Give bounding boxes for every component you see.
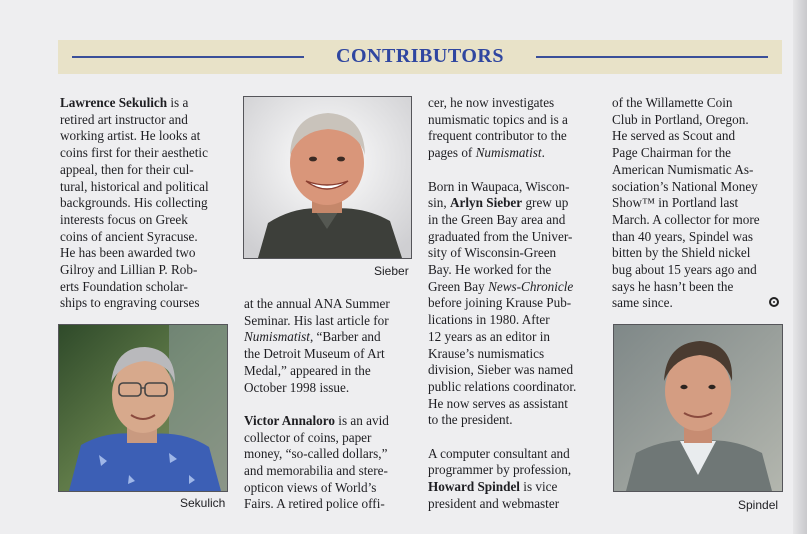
text-line: erts Foundation scholar-	[60, 278, 188, 294]
bio-sekulich-part1	[60, 95, 235, 312]
text-line: sin,	[428, 195, 450, 211]
text-line: bug about 15 years ago and	[612, 262, 757, 278]
text-line: tural, historical and political	[60, 178, 209, 194]
newspaper-title: News-Chronicle	[488, 278, 574, 294]
text-line: coins first for their aesthetic	[60, 145, 208, 161]
magazine-title: Numismatist	[244, 329, 310, 345]
contributor-name-annaloro: Victor Annaloro	[244, 412, 335, 428]
text-line: frequent contributor to the	[428, 128, 567, 144]
text-line: same since.	[612, 295, 673, 311]
text-line: October 1998 issue.	[244, 379, 350, 395]
text-line: A computer consultant and	[428, 445, 570, 461]
text-line: money, “so-called dollars,”	[244, 446, 388, 462]
portrait-sieber-image	[244, 97, 411, 258]
text-line: 12 years as an editor in	[428, 328, 550, 344]
text-line: than 40 years, Spindel was	[612, 228, 754, 244]
column-4	[612, 95, 780, 312]
caption-spindel: Spindel	[738, 498, 779, 512]
caption-sieber: Sieber	[374, 264, 409, 278]
text-line: is an avid	[334, 412, 389, 428]
text-line: sity of Wisconsin-Green	[428, 245, 557, 261]
portrait-sekulich-image	[59, 325, 227, 491]
text-line: coins of ancient Syracuse.	[60, 228, 198, 244]
photo-spindel	[613, 324, 783, 492]
text-line: sociation’s National Money	[612, 178, 758, 194]
text-line: public relations coordinator.	[428, 378, 577, 394]
text-line: grew up	[522, 195, 569, 211]
text-line: division, Sieber was named	[428, 362, 574, 378]
text-line: Green Bay	[428, 278, 489, 294]
text-line: Krause’s numismatics	[428, 345, 545, 361]
text-line: cer, he now investigates	[428, 95, 555, 110]
text-line: Fairs. A retired police offi-	[244, 496, 385, 512]
end-mark-icon	[769, 297, 779, 307]
text-line: collector of coins, paper	[244, 429, 372, 445]
text-line: at the annual ANA Summer	[244, 296, 390, 311]
header-rule-right	[536, 56, 768, 58]
text-line: ships to engraving courses	[60, 295, 200, 311]
text-line: programmer by profession,	[428, 462, 572, 478]
text-line: , “Barber and	[309, 329, 381, 345]
page-edge	[793, 0, 807, 534]
bio-annaloro-part1	[244, 413, 419, 513]
contributor-name-sekulich: Lawrence Sekulich	[60, 95, 168, 110]
text-line: Gilroy and Lillian P. Rob-	[60, 262, 198, 278]
column-1	[60, 95, 235, 312]
contributor-name-sieber: Arlyn Sieber	[449, 195, 523, 211]
section-title: CONTRIBUTORS	[336, 45, 504, 67]
bio-annaloro-part2	[428, 95, 606, 162]
bio-spindel-part2	[612, 95, 780, 312]
text-line: American Numismatic As-	[612, 161, 754, 177]
text-line: says he hasn’t been the	[612, 278, 734, 294]
bio-spindel-part1	[428, 446, 606, 513]
text-line: pages of	[428, 145, 476, 161]
photo-sekulich	[58, 324, 228, 492]
text-line: numismatic topics and is a	[428, 111, 568, 127]
text-line: He served as Scout and	[612, 128, 736, 144]
text-line: president and webmaster	[428, 495, 560, 511]
text-line: Club in Portland, Oregon.	[612, 111, 749, 127]
section-header	[58, 40, 782, 74]
text-line: is vice	[519, 479, 558, 495]
text-line: interests focus on Greek	[60, 211, 188, 227]
text-line: lications in 1980. After	[428, 312, 550, 328]
text-line: bitten by the Shield nickel	[612, 245, 751, 261]
text-line: Bay. He worked for the	[428, 262, 552, 278]
text-line: Show™ in Portland last	[612, 195, 739, 211]
text-line: and memorabilia and stere-	[244, 463, 388, 479]
text-line: Page Chairman for the	[612, 145, 732, 161]
photo-sieber	[243, 96, 412, 259]
text-line: Born in Waupaca, Wiscon-	[428, 178, 570, 194]
portrait-spindel-image	[614, 325, 782, 491]
text-line: in the Green Bay area and	[428, 211, 566, 227]
text-line: Medal,” appeared in the	[244, 362, 371, 378]
text-line: He has been awarded two	[60, 245, 196, 261]
text-line: of the Willamette Coin	[612, 95, 733, 110]
text-line: working artist. He looks at	[60, 128, 201, 144]
text-line: is a	[167, 95, 189, 110]
text-line: retired art instructor and	[60, 111, 188, 127]
header-rule-left	[72, 56, 304, 58]
text-line: before joining Krause Pub-	[428, 295, 572, 311]
contributor-name-spindel: Howard Spindel	[428, 479, 520, 495]
text-line: .	[541, 145, 545, 161]
column-2	[244, 296, 419, 513]
bio-sekulich-part2	[244, 296, 419, 396]
text-line: Seminar. His last article for	[244, 312, 389, 328]
text-line: graduated from the Univer-	[428, 228, 573, 244]
caption-sekulich: Sekulich	[180, 496, 226, 510]
bio-sieber	[428, 179, 606, 430]
text-line: the Detroit Museum of Art	[244, 346, 385, 362]
text-line: He now serves as assistant	[428, 395, 568, 411]
text-line: March. A collector for more	[612, 211, 760, 227]
text-line: opticon views of World’s	[244, 479, 377, 495]
magazine-title: Numismatist	[475, 145, 542, 161]
column-3	[428, 95, 606, 513]
text-line: appeal, then for their cul-	[60, 161, 194, 177]
text-line: backgrounds. His collecting	[60, 195, 208, 211]
text-line: to the president.	[428, 412, 513, 428]
